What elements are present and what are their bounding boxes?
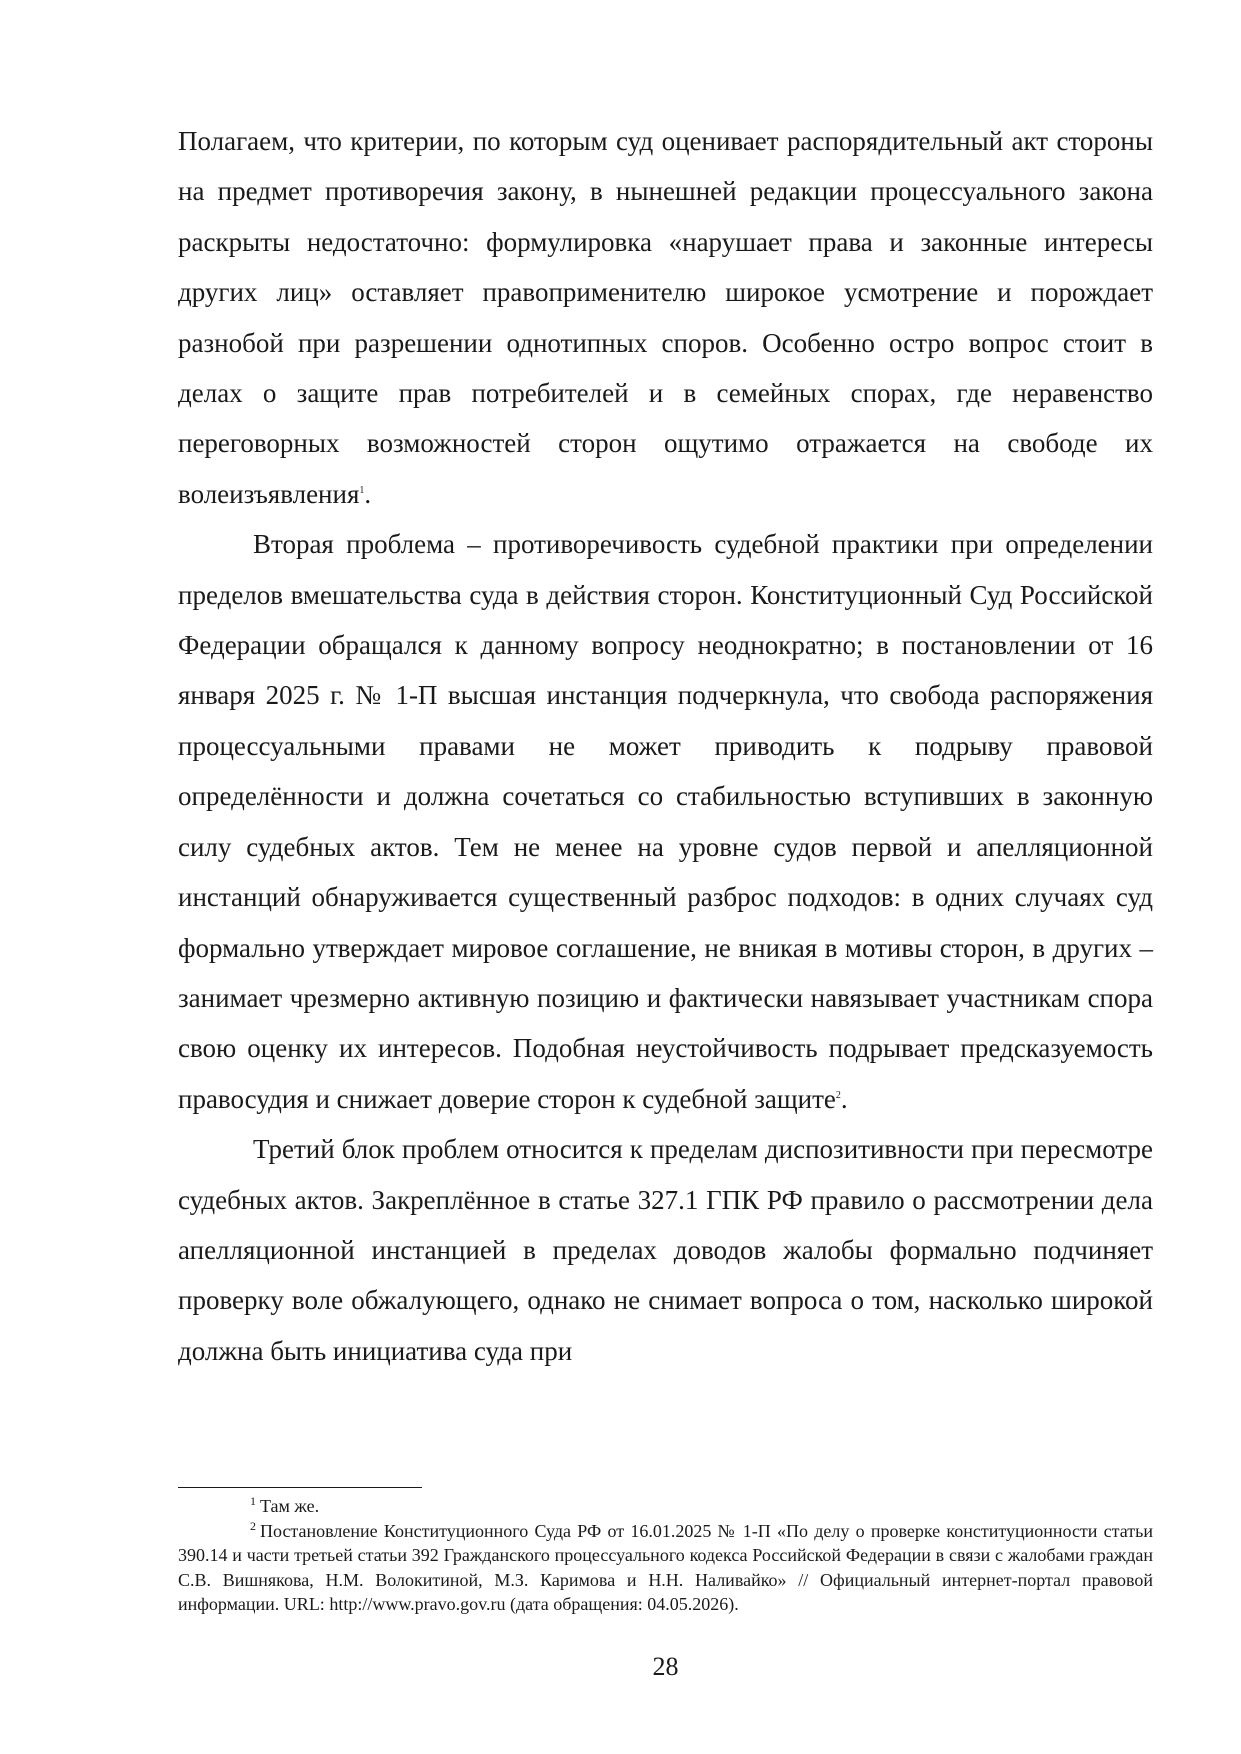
paragraph-text: Третий блок проблем относится к пределам диспозитивности при пересмотре судебных актов. Закреплённое в статье 327.1 ГПК РФ правило о рассмотрении дела апелляционной инстанцией в пределах доводов жалобы формально подчиняет проверку воле обжалующего, однако не снимает вопроса о том, насколько широкой должна быть инициатива суда при	[178, 1134, 1153, 1366]
footnote-reference[interactable]: 1	[359, 484, 365, 496]
paragraph-tail: .	[840, 1083, 848, 1114]
footnote-text: Там же.	[260, 1496, 320, 1516]
footnote-reference[interactable]: 2	[835, 1089, 841, 1101]
page-number: 28	[652, 1652, 679, 1681]
paragraph-1	[178, 116, 1153, 519]
paragraph-3	[178, 1124, 1153, 1376]
body-text	[178, 116, 1153, 1376]
footnote-separator	[178, 1487, 422, 1488]
footnote-number: 1	[250, 1494, 256, 1508]
footnotes	[178, 1494, 1153, 1617]
paragraph-tail: .	[364, 478, 372, 509]
footnote-2	[178, 1519, 1153, 1617]
paragraph-text: Полагаем, что критерии, по которым суд оценивает распорядительный акт стороны на предмет противоречия закону, в нынешней редакции процессуального закона раскрыты недостаточно: формулировка «нарушает права и законные интересы других лиц» оставляет правоприменителю широкое усмотрение и порождает разнобой при разрешении однотипных споров. Особенно остро вопрос стоит в делах о защите прав потребителей и в семейных спорах, где неравенство переговорных возможностей сторон ощутимо отражается на свободе их волеизъявления	[178, 126, 1153, 509]
footnote-number: 2	[250, 1518, 256, 1533]
paragraph-text: Вторая проблема – противоречивость судебной практики при определении пределов вмешательства суда в действия сторон. Конституционный Суд Российской Федерации обращался к данному вопросу неоднократно; в постановлении от 16 января 2025 г. № 1-П высшая инстанция подчеркнула, что свобода распоряжения процессуальными правами не может приводить к подрыву правовой определённости и должна сочетаться со стабильностью вступивших в законную силу судебных актов. Тем не менее на уровне судов первой и апелляционной инстанций обнаруживается существенный разброс подходов: в одних случаях суд формально утверждает мировое соглашение, не вникая в мотивы сторон, в других – занимает чрезмерно активную позицию и фактически навязывает участникам спора свою оценку их интересов. Подобная неустойчивость подрывает предсказуемость правосудия и снижает доверие сторон к судебной защите	[178, 529, 1153, 1114]
footnote-1	[178, 1494, 1153, 1519]
paragraph-2	[178, 519, 1153, 1124]
footnote-text: Постановление Конституционного Суда РФ от 16.01.2025 № 1-П «По делу о проверке конституционности статьи 390.14 и части третьей статьи 392 Гражданского процессуального кодекса Российской Федерации в связи с жалобами граждан С.В. Вишнякова, Н.М. Волокитиной, М.З. Каримова и Н.Н. Наливайко» // Официальный интернет-портал правовой информации. URL: http://www.pravo.gov.ru (дата обращения: 04.05.2026).	[178, 1520, 1153, 1614]
